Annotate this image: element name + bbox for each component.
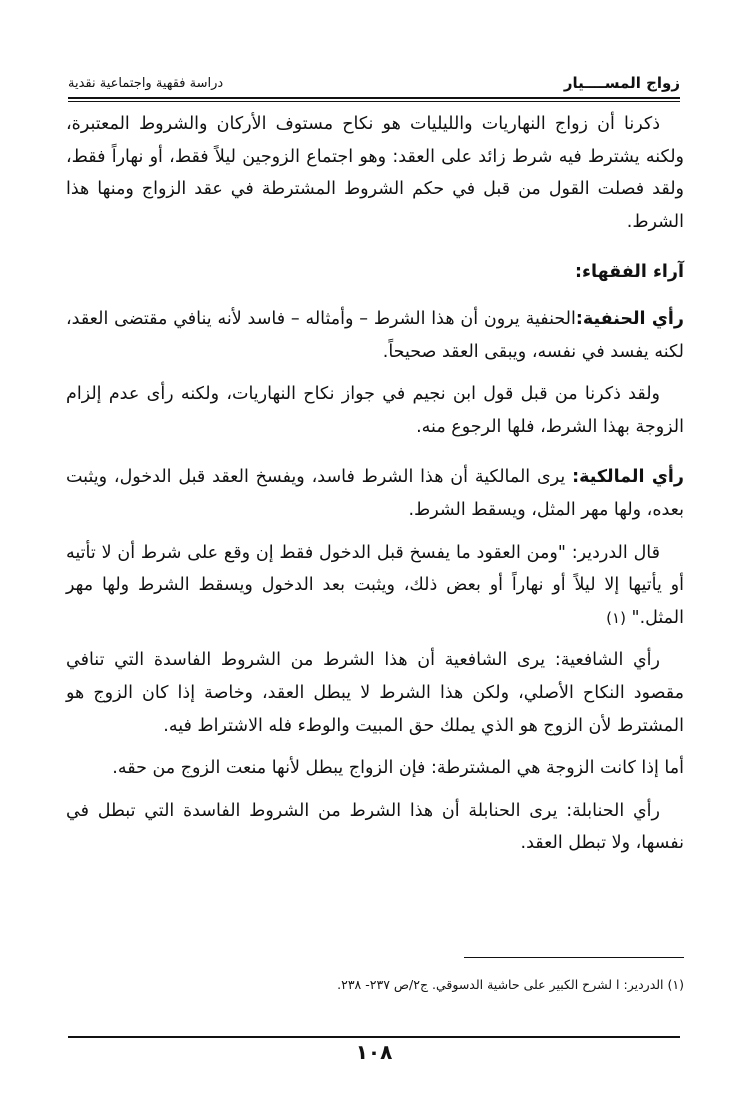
footer-rule	[68, 1036, 680, 1038]
header-rule	[68, 97, 680, 102]
paragraph-text: ذكرنا أن زواج النهاريات والليليات هو نكاح مستوف الأركان والشروط المعتبرة، ولكنه يشترط فيه شرط زائد على العقد: وهو اجتماع الزوجين ليلاً فقط، أو نهاراً فقط، ولقد فصلت القول من قبل في حكم الشروط المشترطة في عقد الزواج ومنها هذا الشرط.	[66, 114, 684, 232]
page-number: ١٠٨	[355, 1040, 393, 1064]
paragraph-hanafi	[66, 303, 684, 368]
paragraph-lead: رأي المالكية:	[572, 467, 684, 488]
paragraph-text: رأي الحنابلة: يرى الحنابلة أن هذا الشرط من الشروط الفاسدة التي تبطل في نفسها، ولا تبطل العقد.	[66, 800, 684, 854]
paragraph-dardir-quote	[66, 537, 684, 635]
paragraph-text: رأي الشافعية: يرى الشافعية أن هذا الشرط من الشروط الفاسدة التي تنافي مقصود النكاح الأصلي، ولكن هذا الشرط لا يبطل العقد، وخاصة إذا كان الزوج هو المشترط لأن الزوج هو الذي يملك حق المبيت والوطء فله الاشتراط فيه.	[66, 650, 684, 736]
footnote-reference: (١)	[606, 608, 626, 627]
section-heading	[66, 256, 684, 289]
paragraph-ibn-nujaym	[66, 378, 684, 443]
paragraph-wife-condition	[66, 752, 684, 785]
paragraph-text: قال الدردير: "ومن العقود ما يفسخ قبل الدخول فقط إن وقع على شرط أن لا تأتيه أو يأتيها إلا ليلاً أو نهاراً أو بعض ذلك، ويثبت بعد الدخول ويسقط الشرط ولها مهر المثل."	[66, 542, 684, 628]
paragraph-shafii	[66, 644, 684, 742]
paragraph-text: الحنفية يرون أن هذا الشرط – وأمثاله – فاسد لأنه ينافي مقتضى العقد، لكنه يفسد في نفسه، ويبقى العقد صحيحاً.	[66, 308, 684, 362]
paragraph-intro	[66, 108, 684, 238]
paragraph-text: أما إذا كانت الزوجة هي المشترطة: فإن الزواج يبطل لأنها منعت الزوج من حقه.	[112, 758, 684, 779]
running-title: زواج المســــيار	[563, 74, 680, 92]
body-text	[66, 108, 684, 870]
footnote: (١) الدردير: ا لشرح الكبير على حاشية الدسوقي. ج٢/ص ٢٣٧- ٢٣٨.	[337, 977, 684, 992]
paragraph-hanbali	[66, 795, 684, 860]
paragraph-lead: رأي الحنفية:	[575, 308, 684, 329]
page-header	[68, 72, 680, 94]
paragraph-text: ولقد ذكرنا من قبل قول ابن نجيم في جواز نكاح النهاريات، ولكنه رأى عدم إلزام الزوجة بهذا الشرط، فلها الرجوع منه.	[66, 384, 684, 437]
heading-text: آراء الفقهاء:	[575, 262, 684, 283]
header-subtitle: دراسة فقهية واجتماعية نقدية	[68, 75, 224, 91]
paragraph-text: يرى المالكية أن هذا الشرط فاسد، ويفسخ العقد قبل الدخول، ويثبت بعده، ولها مهر المثل، ويسقط الشرط.	[66, 467, 684, 520]
footnote-rule	[464, 957, 684, 958]
paragraph-maliki	[66, 461, 684, 526]
